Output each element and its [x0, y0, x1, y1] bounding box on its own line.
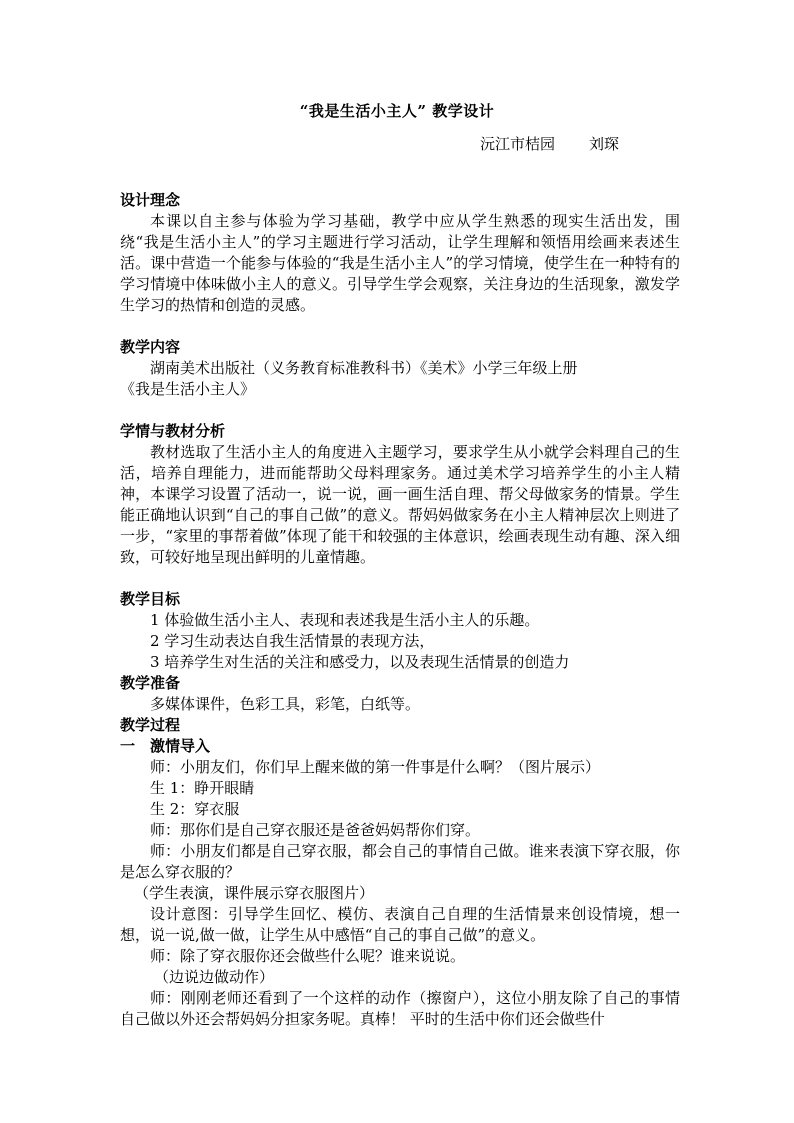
content-line-2: 《我是生活小主人》 [120, 380, 256, 398]
process-line: 师：除了穿衣服你还会做些什么呢？谁来说说。 [150, 947, 466, 965]
goal-item-3: 3 培养学生对生活的关注和感受力，以及表现生活情景的创造力 [150, 653, 570, 671]
process-line: （学生表演，课件展示穿衣服图片） [134, 884, 375, 902]
step-1-heading [120, 736, 680, 757]
process-line: 设计意图：引导学生回忆、模仿、表演自己自理的生活情景来创设情境，想一想，说一说,做一做，让学生从中感悟“自己的事自己做”的意义。 [120, 905, 680, 944]
document-body [120, 190, 680, 1030]
step-1-number: 一 [120, 737, 136, 755]
process-line: 生 1：睁开眼睛 [150, 779, 255, 797]
heading-prep: 教学准备 [120, 674, 181, 692]
heading-goals: 教学目标 [120, 590, 181, 608]
heading-process: 教学过程 [120, 716, 181, 734]
heading-analysis: 学情与教材分析 [120, 422, 226, 440]
analysis-paragraph: 教材选取了生活小主人的角度进入主题学习，要求学生从小就学会料理自己的生活，培养自理能力，进而能帮助父母料理家务。通过美术学习培养学生的小主人精神，本课学习设置了活动一，说一说，画一画生活自理、帮父母做家务的情景。学生能正确地认识到“自己的事自己做”的意义。帮妈妈做家务在小主人精神层次上则进了一步，“家里的事帮着做”体现了能干和较强的主体意识，绘画表现生动有趣、深入细致，可较好地呈现出鲜明的儿童情趣。 [120, 443, 680, 566]
process-line: 师：刚刚老师还看到了一个这样的动作（擦窗户），这位小朋友除了自己的事情自己做以外还会帮妈妈分担家务呢。真棒！ 平时的生活中你们还会做些什 [120, 989, 680, 1028]
process-line: 师：那你们是自己穿衣服还是爸爸妈妈帮你们穿。 [150, 821, 481, 839]
document-title: “我是生活小主人” 教学设计 [299, 102, 495, 120]
author-line [480, 133, 619, 154]
process-line: 生 2：穿衣服 [150, 800, 240, 818]
process-line: 师：小朋友们都是自己穿衣服，都会自己的事情自己做。谁来表演下穿衣服，你是怎么穿衣服的？ [120, 842, 680, 881]
process-line: （边说边做动作） [154, 968, 275, 986]
process-line: 师：小朋友们，你们早上醒来做的第一件事是什么啊？（图片展示） [150, 758, 601, 776]
heading-philosophy: 设计理念 [120, 191, 181, 209]
goal-item-1: 1 体验做生活小主人、表现和表述我是生活小主人的乐趣。 [150, 611, 540, 629]
philosophy-paragraph: 本课以自主参与体验为学习基础，教学中应从学生熟悉的现实生活出发，围绕“我是生活小主人”的学习主题进行学习活动，让学生理解和领悟用绘画来表述生活。课中营造一个能参与体验的“我是生活小主人”的学习情境，使学生在一种特有的学习情境中体味做小主人的意义。引导学生学会观察，关注身边的生活现象，激发学生学习的热情和创造的灵感。 [120, 212, 680, 314]
prep-text: 多媒体课件，色彩工具，彩笔，白纸等。 [150, 695, 421, 713]
step-1-title: 激情导入 [150, 737, 211, 755]
heading-content: 教学内容 [120, 338, 181, 356]
goal-item-2: 2 学习生动表达自我生活情景的表现方法， [150, 632, 435, 650]
content-line-1: 湖南美术出版社（义务教育标准教科书）《美术》小学三年级上册 [150, 359, 578, 377]
author-place: 沅江市桔园 [480, 135, 556, 153]
author-name: 刘琛 [589, 135, 620, 153]
